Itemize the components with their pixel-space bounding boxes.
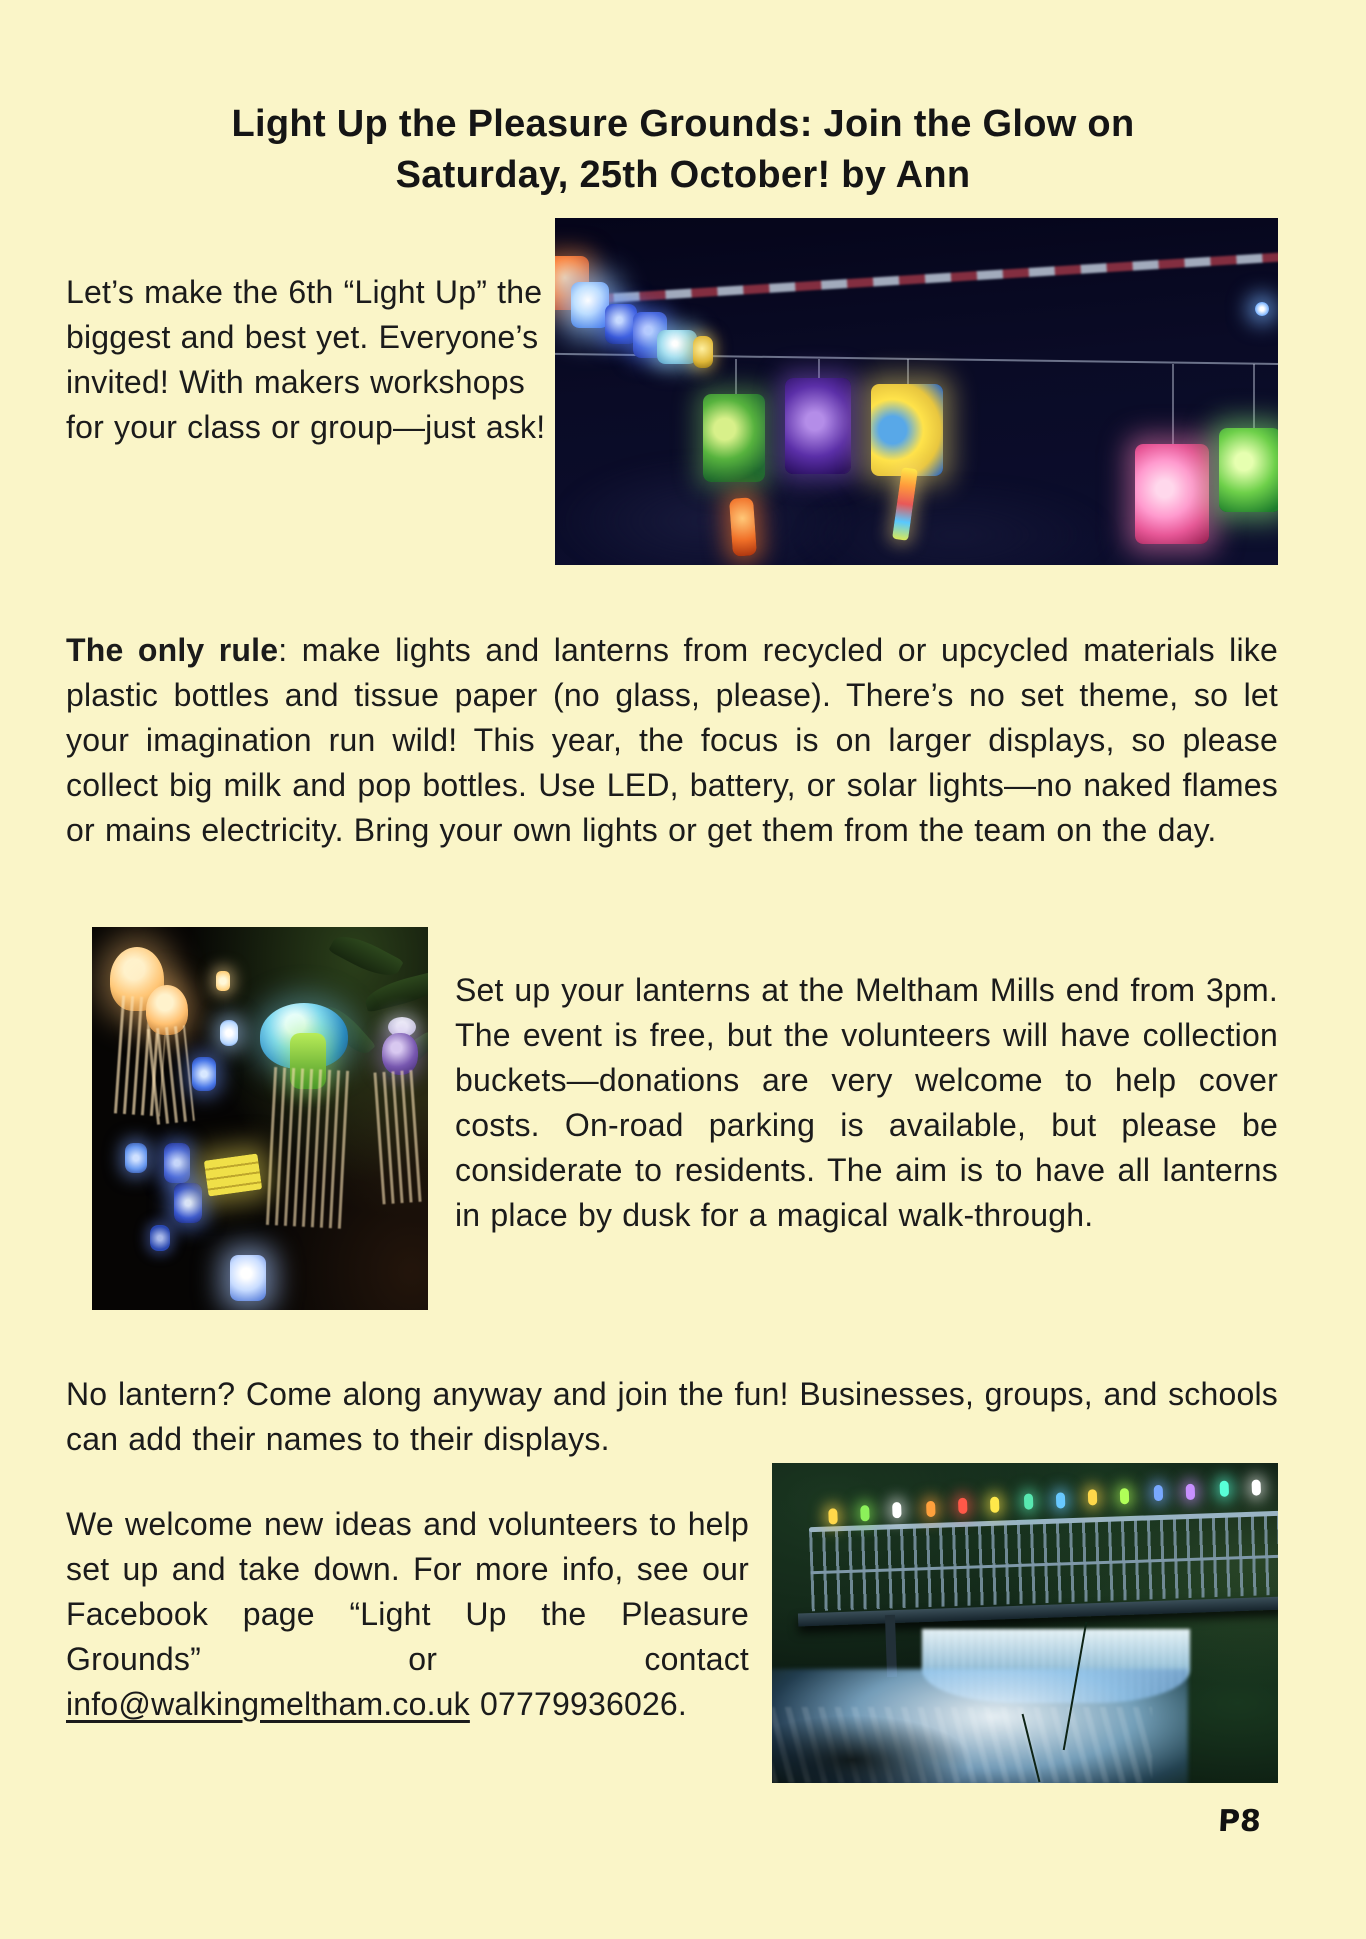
blue-lantern (220, 1020, 238, 1046)
blue-lantern (150, 1225, 170, 1251)
blue-light (1255, 302, 1269, 316)
rules-body: : make lights and lanterns from recycled or upcycled materials like plastic bottles and tissue paper (no glass, please). There’s no set theme, so let your imagination run wild! This year, the focus is on larger displays, so please collect big milk and pop bottles. Use LED, battery, or solar lights—no naked flames or mains electricity. Bring your own lights or get them from the team on the day. (66, 632, 1278, 848)
jellyfish-tassels (373, 1070, 426, 1205)
lantern (1135, 444, 1209, 544)
yellow-sign-lantern (204, 1153, 262, 1196)
railing-light (860, 1505, 870, 1521)
rules-paragraph (66, 628, 1278, 853)
railing-light (1120, 1488, 1130, 1504)
page-title-line-1: Light Up the Pleasure Grounds: Join the Glow on (231, 103, 1135, 146)
no-lantern-paragraph: No lantern? Come along anyway and join the fun! Businesses, groups, and schools can add their names to their displays. (66, 1376, 1278, 1457)
purple-bulb-lantern (382, 1033, 418, 1075)
phone-number: 07779936026. (479, 1686, 688, 1722)
hazard-tape (555, 250, 1278, 307)
railing-light (926, 1501, 936, 1517)
lantern (785, 378, 851, 474)
blue-lantern (174, 1183, 202, 1223)
lantern (871, 384, 943, 476)
leaf (328, 928, 404, 985)
contact-text: We welcome new ideas and volunteers to help set up and take down. For more info, see our Facebook page “Light Up the Pleasure Grounds” or contact (66, 1506, 749, 1677)
candle-light (216, 971, 230, 991)
railing-light (1252, 1479, 1262, 1495)
railing-light (958, 1498, 968, 1514)
rules-lead: The only rule (66, 632, 279, 668)
lantern (657, 330, 697, 364)
jellyfish-lanterns-photo (92, 927, 428, 1310)
lantern-string-photo (555, 218, 1278, 565)
railing-light (1186, 1484, 1196, 1500)
bridge-support-post (885, 1615, 897, 1677)
contact-paragraph (66, 1502, 749, 1727)
lantern (693, 336, 713, 368)
lantern (1219, 428, 1278, 512)
jellyfish-tassels (266, 1067, 354, 1229)
rock-silhouette (795, 480, 1115, 565)
railing-light (1056, 1492, 1066, 1508)
email-link[interactable]: info@walkingmeltham.co.uk (66, 1686, 470, 1722)
dark-bank (772, 1715, 972, 1783)
railing-light (1220, 1481, 1230, 1497)
orange-bottle-light (729, 497, 757, 557)
intro-paragraph: Let’s make the 6th “Light Up” the biggest and best yet. Everyone’s invited! With makers workshops for your class or group—just ask! (66, 274, 546, 445)
lantern-string (818, 359, 820, 380)
blue-lantern (164, 1143, 190, 1183)
page-number: P8 (1217, 1804, 1262, 1839)
page-title (0, 99, 1366, 201)
lantern-string (1253, 364, 1255, 430)
blue-lantern (192, 1057, 216, 1091)
leaf (362, 969, 428, 1012)
setup-paragraph: Set up your lanterns at the Meltham Mills end from 3pm. The event is free, but the volunteers will have collection buckets—donations are very welcome to help cover costs. On-road parking is available, but please be considerate to residents. The aim is to have all lanterns in place by dusk for a magical walk-through. (455, 972, 1278, 1233)
lantern (571, 282, 609, 328)
lantern-string (1172, 364, 1174, 446)
railing-light (1154, 1485, 1164, 1501)
blue-lantern (230, 1255, 266, 1301)
bridge-railing (808, 1497, 1278, 1613)
railing-light (1088, 1489, 1098, 1505)
railing-light (1024, 1493, 1034, 1509)
railing-light (828, 1508, 838, 1524)
page-title-line-2: Saturday, 25th October! by Ann (395, 154, 971, 197)
blue-lantern (125, 1143, 147, 1173)
railing-light (990, 1497, 1000, 1513)
lantern (703, 394, 765, 482)
bridge-weir-photo (772, 1463, 1278, 1783)
railing-light (892, 1502, 902, 1518)
lantern-string (735, 359, 737, 396)
lantern-string (907, 359, 909, 386)
